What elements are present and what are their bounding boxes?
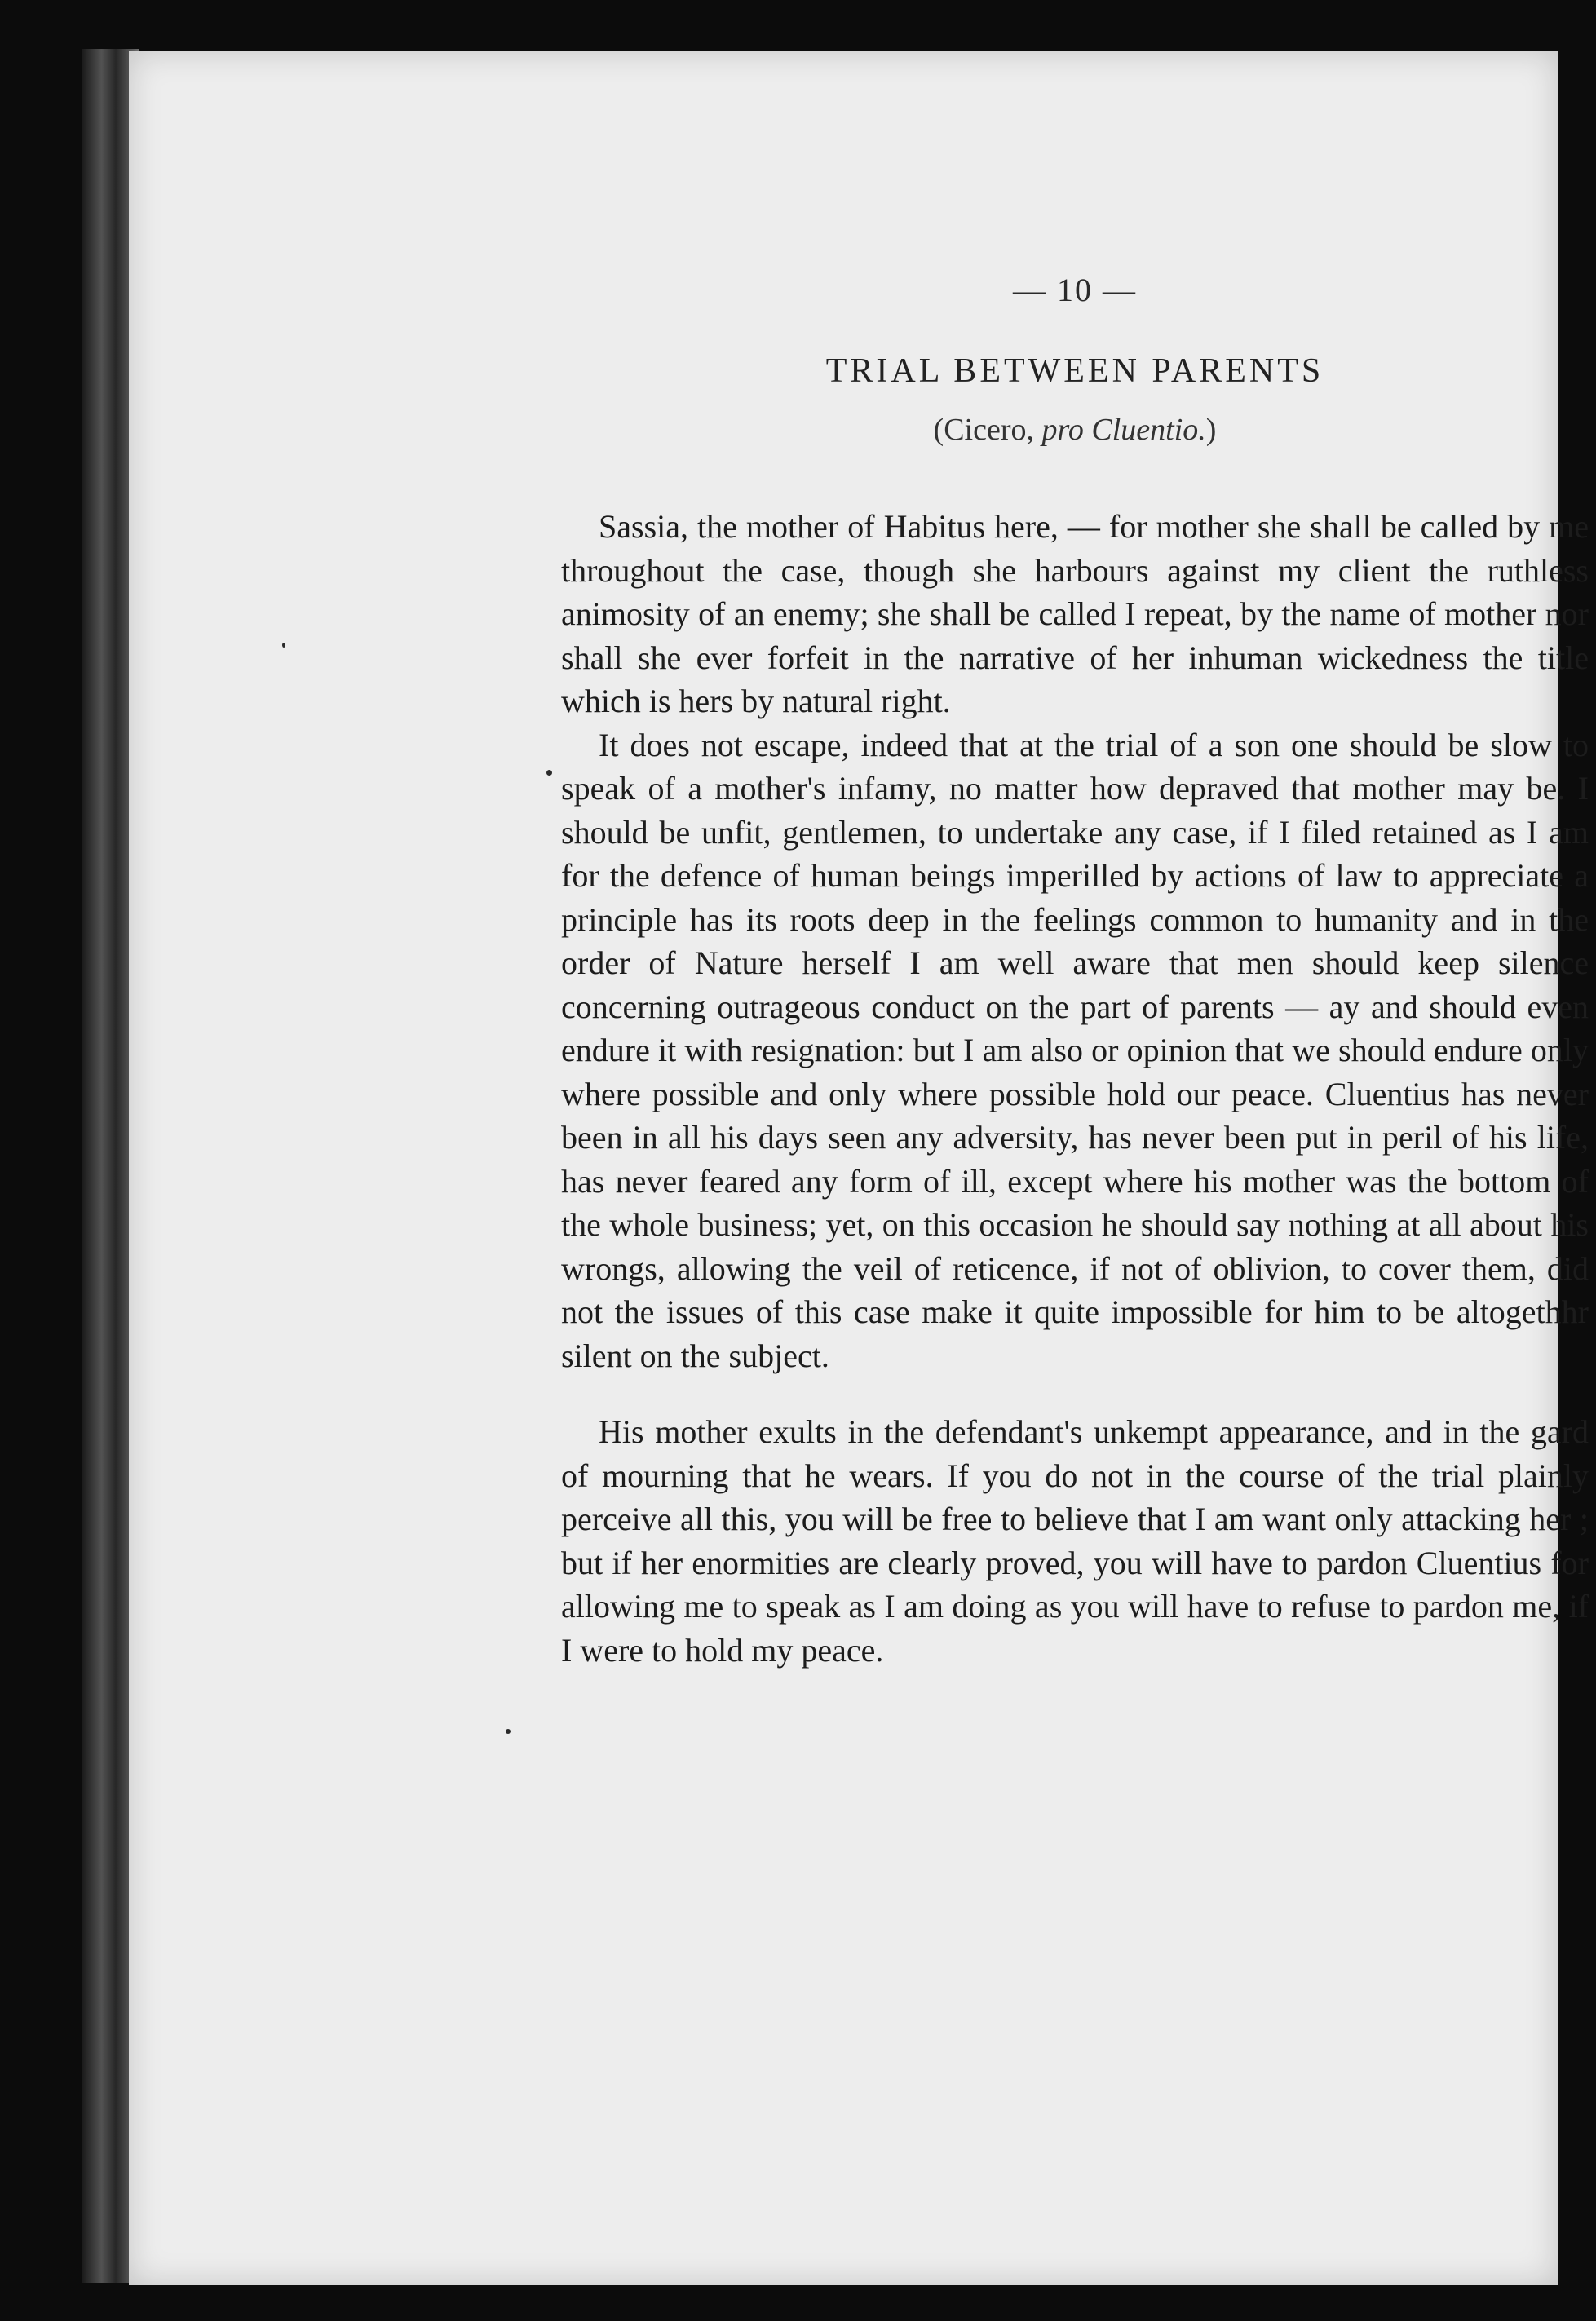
margin-mark bbox=[506, 1729, 511, 1734]
source-citation bbox=[561, 412, 1589, 448]
margin-mark bbox=[546, 770, 552, 776]
book-page bbox=[129, 51, 1589, 2285]
paragraph-3: His mother exults in the defendant's unkempt appearance, and in the gard of mourning that he wears. If you do not in the course of the trial plainly perceive all this, you will be free to believe that I am want only attacking her ; but if her enormities are clearly proved, you will have to pardon Cluentius for allowing me to speak as I am doing as you will have to refuse to pardon me, if I were to hold my peace. bbox=[561, 1413, 1589, 1669]
page-number: — 10 — bbox=[1013, 272, 1137, 308]
source-prefix: pro bbox=[1041, 413, 1084, 447]
page-content bbox=[561, 271, 1589, 1672]
source-open: (Cicero, bbox=[933, 413, 1042, 447]
margin-mark bbox=[282, 643, 285, 648]
source-work: Cluentio. bbox=[1091, 413, 1206, 447]
source-close: ) bbox=[1205, 413, 1217, 447]
page-title: TRIAL BETWEEN PARENTS bbox=[825, 352, 1324, 390]
paragraph-1: Sassia, the mother of Habitus here, — for mother she shall be called by me throughout the case, though she harbours against my client the ruthless animosity of an enemy; she shall be called I repeat, by the name of mother nor shall she ever forfeit in the narrative of her inhuman wickedness the title which is hers by natural right. bbox=[561, 508, 1589, 719]
paragraph-2: It does not escape, indeed that at the trial of a son one should be slow to speak of a mother's infamy, no matter how depraved that mother may be. I should be unfit, gentlemen, to undertake any case, if I filed retained as I am for the defence of human beings imperilled by actions of law to appreciate a principle has its roots deep in the feelings common to humanity and in the order of Nature herself I am well aware that men should keep silence concerning outrageous conduct on the part of parents — ay and should even endure it with resignation: but I am also or opinion that we should endure only where possible and only where possible hold our peace. Cluentius has never been in all his days seen any adversity, has never been put in peril of his life, has never feared any form of ill, except where his mother was the bottom of the whole business; yet, on this occasion he should say nothing at all about his wrongs, allowing the veil of reticence, if not of oblivion, to cover them, did not the issues of this case make it quite impossible for him to be altogethhr silent on the subject. bbox=[561, 726, 1589, 1374]
